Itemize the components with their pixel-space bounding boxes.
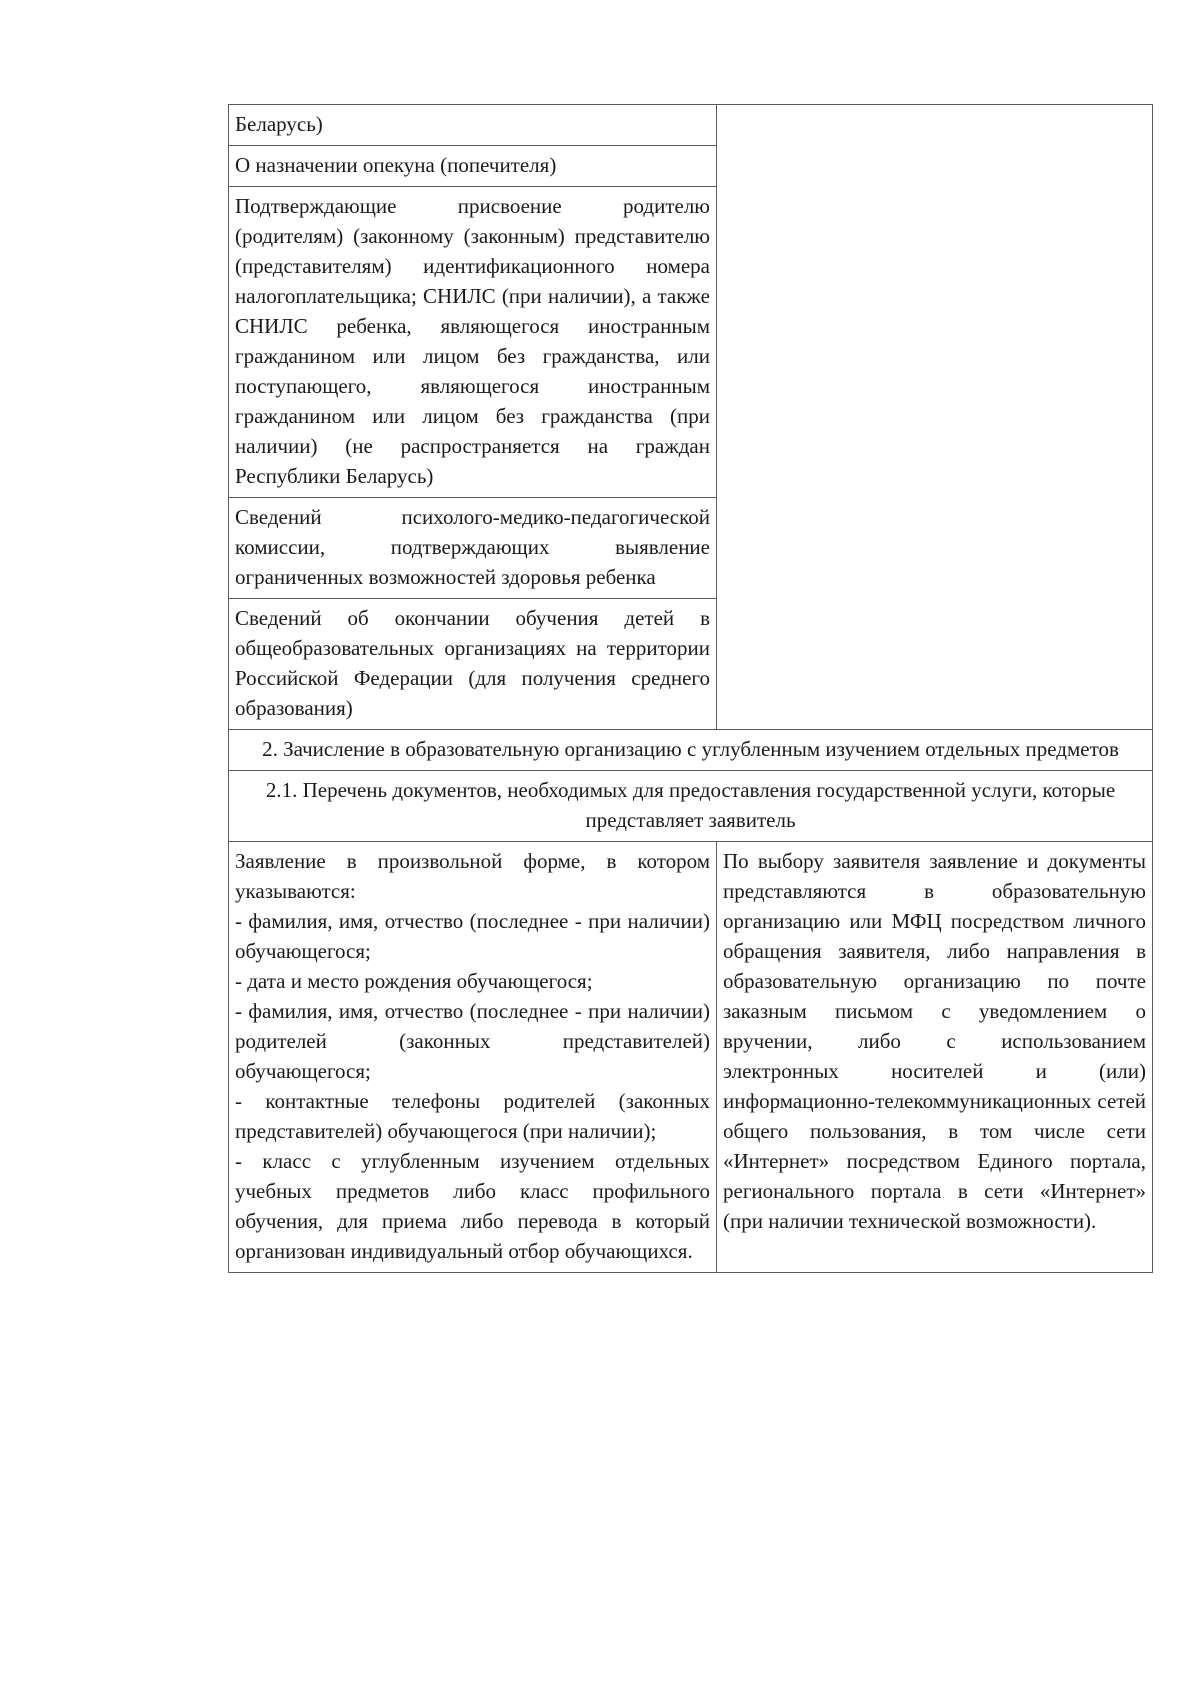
section-subheading-row (229, 771, 1153, 842)
section-heading-row (229, 730, 1153, 771)
table-cell: Сведений психолого-медико-педагогической комиссии, подтверждающих выявление ограниченных возможностей здоровья ребенка (229, 498, 717, 599)
section-subheading: 2.1. Перечень документов, необходимых для предоставления государственной услуги, которые представляет заявитель (229, 771, 1153, 842)
table-row (229, 842, 1153, 1273)
table-cell-empty (717, 105, 1153, 730)
submission-method-cell: По выбору заявителя заявление и документы представляются в образовательную организацию или МФЦ посредством личного обращения заявителя, либо направления в образовательную организацию по почте заказным письмом с уведомлением о вручении, либо с использованием электронных носителей и (или) информационно-телекоммуникационных сетей общего пользования, в том числе сети «Интернет» посредством Единого портала, регионального портала в сети «Интернет» (при наличии технической возможности). (717, 842, 1153, 1273)
table-cell: Сведений об окончании обучения детей в общеобразовательных организациях на территории Российской Федерации (для получения среднего образования) (229, 599, 717, 730)
section-heading: 2. Зачисление в образовательную организацию с углубленным изучением отдельных предметов (229, 730, 1153, 771)
table-cell: Подтверждающие присвоение родителю (родителям) (законному (законным) представителю (представителям) идентификационного номера налогоплательщика; СНИЛС (при наличии), а также СНИЛС ребенка, являющегося иностранным гражданином или лицом без гражданства, или поступающего, являющегося иностранным гражданином или лицом без гражданства (при наличии) (не распространяется на граждан Республики Беларусь) (229, 187, 717, 498)
table-cell: О назначении опекуна (попечителя) (229, 146, 717, 187)
table-row (229, 105, 1153, 146)
documents-table (228, 104, 1153, 1273)
application-contents-cell: Заявление в произвольной форме, в котором указываются: - фамилия, имя, отчество (последнее - при наличии) обучающегося; - дата и место рождения обучающегося; - фамилия, имя, отчество (последнее - при наличии) родителей (законных представителей) обучающегося; - контактные телефоны родителей (законных представителей) обучающегося (при наличии); - класс с углубленным изучением отдельных учебных предметов либо класс профильного обучения, для приема либо перевода в который организован индивидуальный отбор обучающихся. (229, 842, 717, 1273)
table-cell: Беларусь) (229, 105, 717, 146)
